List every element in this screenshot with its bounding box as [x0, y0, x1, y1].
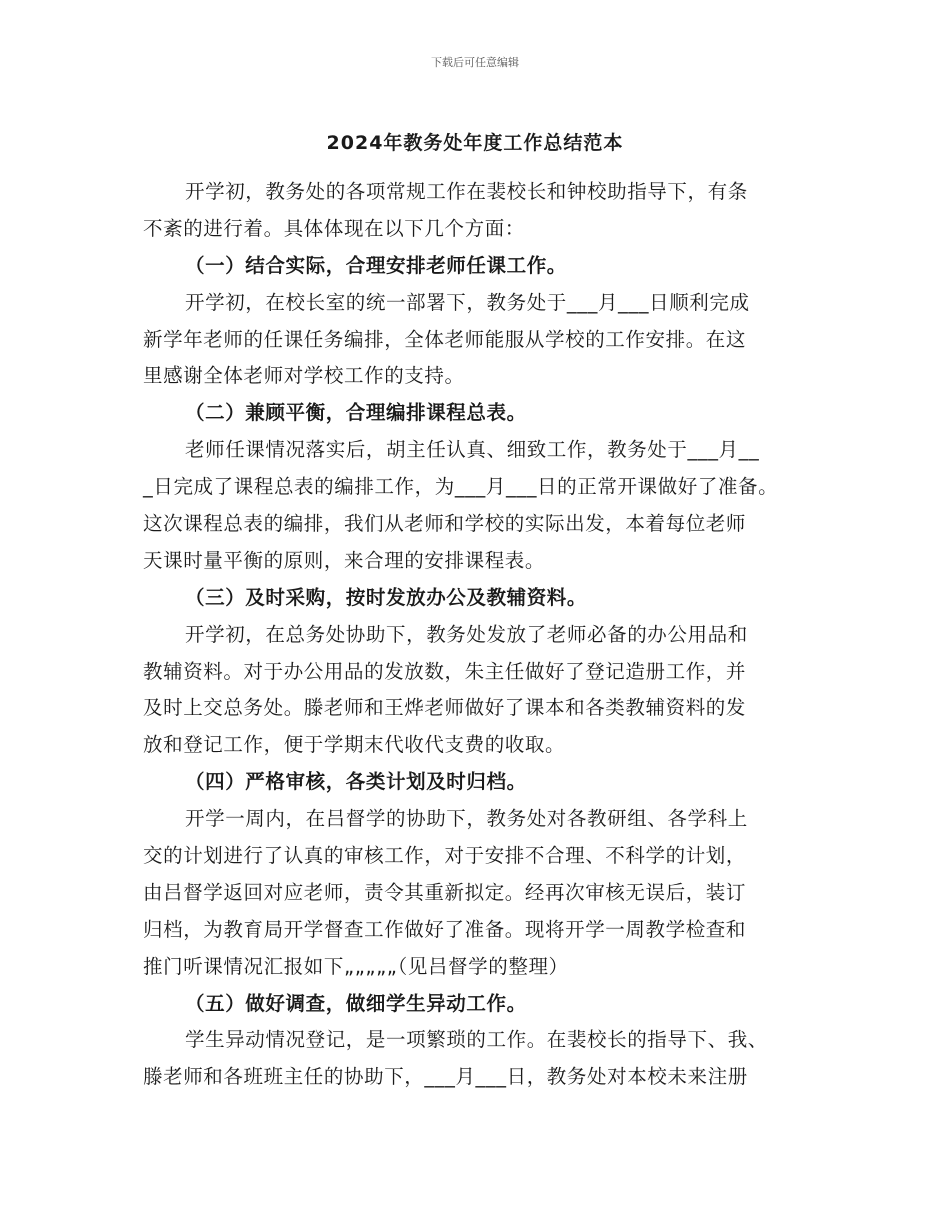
section-heading: （三）及时采购，按时发放办公及教辅资料。 — [185, 585, 588, 609]
paragraph-line: 开学一周内，在吕督学的协助下，教务处对各教研组、各学科上 — [185, 807, 748, 831]
paragraph-line: 天课时量平衡的原则，来合理的安排课程表。 — [143, 548, 546, 572]
paragraph-line: 新学年老师的任课任务编排，全体老师能服从学校的工作安排。在这 — [143, 327, 747, 351]
paragraph-line: 归档，为教育局开学督查工作做好了准备。现将开学一周教学检查和 — [143, 917, 747, 941]
document-title: 2024年教务处年度工作总结范本 — [326, 132, 624, 154]
paragraph-line: 开学初，在总务处协助下，教务处发放了老师必备的办公用品和 — [185, 622, 748, 646]
document-body — [143, 174, 823, 1096]
paragraph-line: 交的计划进行了认真的审核工作，对于安排不合理、不科学的计划， — [143, 844, 747, 868]
section-heading: （二）兼顾平衡，合理编排课程总表。 — [185, 401, 527, 425]
paragraph-line: 放和登记工作，便于学期末代收代支费的收取。 — [143, 733, 566, 757]
paragraph-line: 学生异动情况登记，是一项繁琐的工作。在裴校长的指导下、我、 — [185, 1028, 768, 1052]
paragraph-line: 不紊的进行着。具体体现在以下几个方面： — [143, 216, 525, 240]
header-note: 下载后可任意编辑 — [431, 56, 519, 69]
paragraph-line: 开学初，教务处的各项常规工作在裴校长和钟校助指导下，有条 — [185, 180, 748, 203]
paragraph-line: 推门听课情况汇报如下„„„„„（见吕督学的整理） — [143, 954, 569, 978]
paragraph-line: _日完成了课程总表的编排工作，为___月___日的正常开课做好了准备。 — [143, 475, 779, 499]
section-heading: （四）严格审核，各类计划及时归档。 — [185, 770, 527, 794]
section-heading: （五）做好调查，做细学生异动工作。 — [185, 991, 527, 1015]
paragraph-line: 这次课程总表的编排，我们从老师和学校的实际出发，本着每位老师 — [143, 512, 747, 536]
paragraph-line: 老师任课情况落实后，胡主任认真、细致工作，教务处于___月__ — [185, 438, 760, 462]
paragraph-line: 及时上交总务处。滕老师和王烨老师做好了课本和各类教辅资料的发 — [143, 696, 747, 720]
paragraph-line: 由吕督学返回对应老师，责令其重新拟定。经再次审核无误后，装订 — [143, 880, 747, 904]
paragraph-line: 滕老师和各班班主任的协助下，___月___日，教务处对本校未来注册 — [143, 1065, 748, 1089]
section-heading: （一）结合实际，合理安排老师任课工作。 — [185, 253, 567, 277]
paragraph-line: 教辅资料。对于办公用品的发放数，朱主任做好了登记造册工作，并 — [143, 659, 747, 683]
paragraph-line: 开学初，在校长室的统一部署下，教务处于___月___日顺利完成 — [185, 290, 750, 314]
paragraph-line: 里感谢全体老师对学校工作的支持。 — [143, 364, 465, 388]
